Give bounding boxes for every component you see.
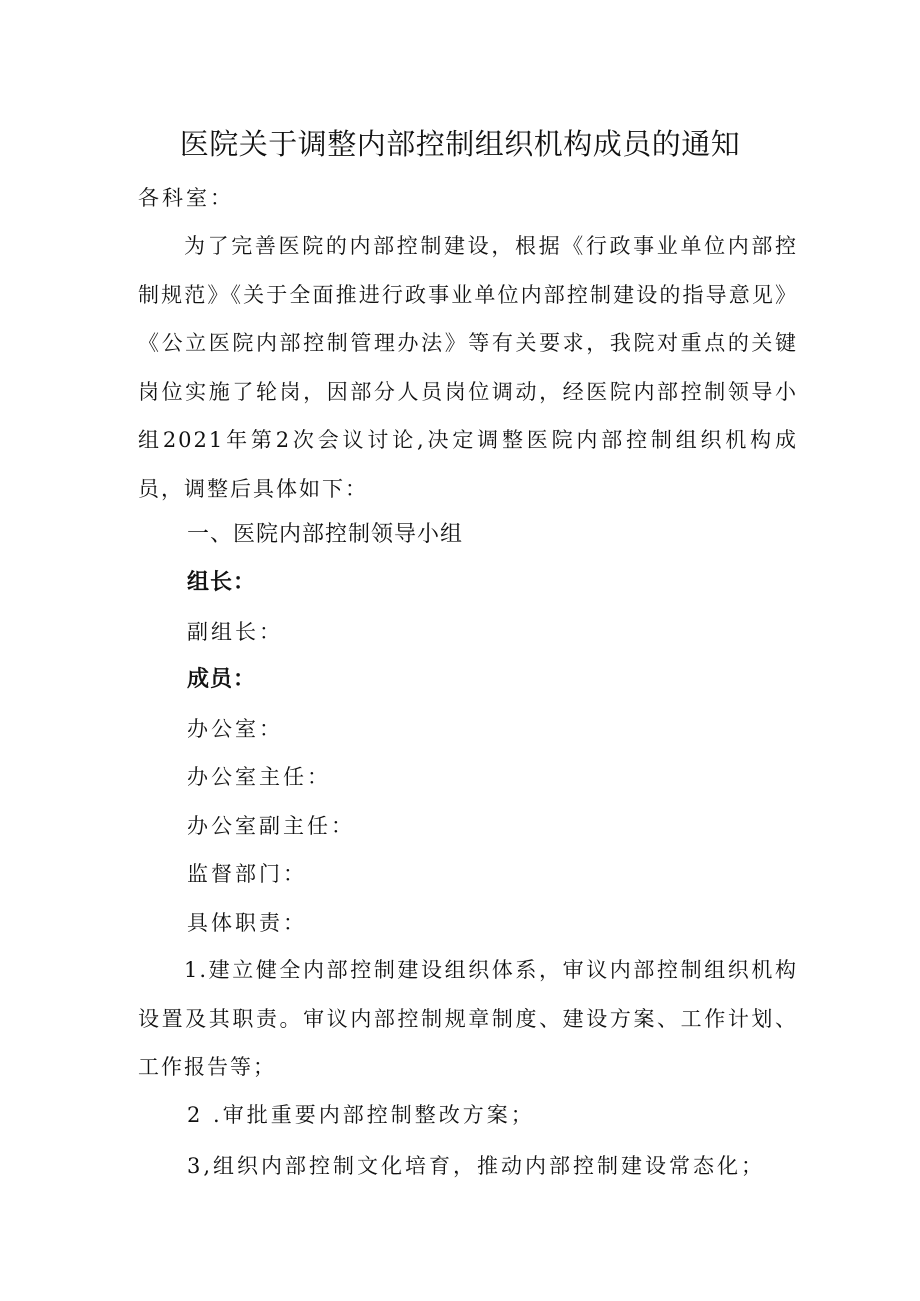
duty-item-2: 2 .审批重要内部控制整改方案； [187, 1103, 535, 1127]
supervision-label: 监督部门： [187, 862, 307, 886]
duty-item-1: 1.建立健全内部控制建设组织体系，审议内部控制组织机构设置及其职责。审议内部控制规章制度、建设方案、工作计划、工作报告等； [138, 958, 798, 1079]
members-label: 成员： [187, 667, 257, 692]
office-director-label: 办公室主任： [187, 765, 331, 789]
duty-item-3: 3,组织内部控制文化培育，推动内部控制建设常态化； [187, 1154, 766, 1178]
intro-paragraph: 为了完善医院的内部控制建设，根据《行政事业单位内部控制规范》《关于全面推进行政事业单位内部控制建设的指导意见》《公立医院内部控制管理办法》等有关要求，我院对重点的关键岗位实施了轮岗，因部分人员岗位调动，经医院内部控制领导小组2021年第2次会议讨论,决定调整医院内部控制组织机构成员，调整后具体如下： [138, 234, 798, 501]
document-title: 医院关于调整内部控制组织机构成员的通知 [179, 127, 741, 161]
office-deputy-director-label: 办公室副主任： [187, 814, 355, 838]
leader-label: 组长： [187, 570, 257, 595]
section-heading: 一、医院内部控制领导小组 [187, 522, 464, 547]
deputy-leader-label: 副组长： [187, 620, 283, 644]
office-label: 办公室： [187, 717, 283, 741]
salutation: 各科室： [138, 186, 234, 210]
duties-label: 具体职责： [187, 911, 307, 935]
